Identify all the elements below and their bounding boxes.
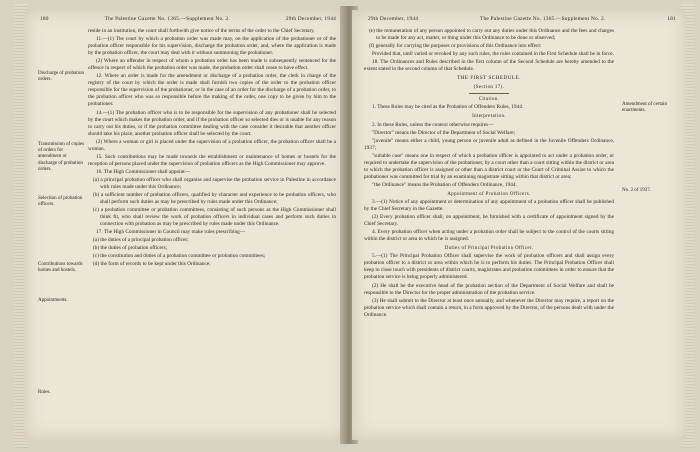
list-item: (c) a probation committee or probation committees, consisting of such persons as the High Commissioner shall think fit, who shall review the work of probation officers in individual cases and perform such duties in connection with probation as may be prescribed by rules made under this Ordinance. (93, 207, 336, 228)
paragraph: (3) He shall submit to the Director at least once annually, and whenever the Director may require, a report on the probation service which shall contain a return, in a form approved by the Director, of the persons dealt with under the Ordinance. (364, 297, 614, 318)
section-heading: Interpretation. (472, 114, 506, 120)
paragraph: reside in an institution, the court shall forthwith give notice of the terms of the order to the Chief Secretary. (88, 28, 315, 34)
running-title: The Palestine Gazette No. 1365.—Supplement No. 2. (480, 16, 606, 22)
left-page (24, 10, 346, 440)
list-item: (f) generally for carrying the purposes or provisions of this Ordinance into effect: (369, 43, 542, 50)
right-page-body (364, 28, 614, 320)
section-heading: Duties of Principal Probation Officer. (444, 246, 534, 252)
margin-note: Discharge of probation orders. (38, 71, 85, 83)
paragraph: (2) He shall be the executive head of the probation section of the Department of Social Welfare and shall be responsible to the Director for the proper administration of the probation service. (364, 282, 614, 296)
margin-note: Selection of probation officers. (38, 196, 83, 208)
paragraph: Provided that, until varied or revoked by any such rules, the rules contained in the First Schedule shall be in force. (372, 51, 614, 58)
list-item: (a) the duties of a principal probation officer; (93, 237, 189, 244)
paragraph: 2. In these Rules, unless the context otherwise requires— (372, 121, 494, 128)
paragraph: 14.—(1) The probation officer who is to be responsible for the supervision of any probationer shall be selected by the court which makes the probation order, and if the probation officer so selected dies or is unable for any reason to carry out his duties, or if the probation committee dealing with the case consider it desirable that another officer should take his place, another probation officer shall be selected by the court. (88, 109, 336, 137)
page-number: 181 (667, 16, 676, 22)
paragraph: (2) Where a woman or girl is placed under the supervision of a probation officer, the probation officer shall be a woman. (88, 138, 336, 152)
paragraph: 12. Where an order is made for the amendment or discharge of a probation order, the clerk in charge of the registry of the court by which the order is made shall furnish two copies of the order to the probation officer responsible for the supervision of the probationer, or in the case of an order for the discharge of a probation order, to the probation officer who was so responsible before the making of the order, one copy to be given by him to the probationer. (88, 73, 336, 108)
paragraph: 15. Such contributions may be made towards the establishment or maintenance of homes or hostels for the reception of persons placed under the supervision of probation officers as the High Commissioner may approve. (88, 153, 336, 167)
right-page-header (368, 16, 676, 26)
header-date: 29th December, 1944 (368, 16, 419, 22)
list-item: (c) the constitution and duties of a probation committee or probation committees; (93, 253, 266, 260)
header-date: 29th December, 1944 (285, 16, 336, 22)
paragraph: (2) Where an offender in respect of whom a probation order has been made is subsequently sentenced for the offence in respect of which the probation order was made, the probation order shall cease to have effect. (88, 58, 336, 72)
right-page (352, 10, 686, 440)
left-page-header (40, 16, 336, 26)
paragraph: "juvenile" means either a child, young person or juvenile adult as defined in the Juvenile Offenders Ordinance, 1937; (364, 137, 614, 151)
list-item: (a) a principal probation officer who shall organise and supervise the probation service in Palestine in accordance with rules made under this Ordinance; (93, 176, 336, 190)
paragraph: 1. These Rules may be cited as the Probation of Offenders Rules, 1944. (372, 104, 524, 111)
list-item: (b) the duties of probation officers; (93, 245, 168, 252)
list-item: (d) the form of records to be kept under this Ordinance; (93, 261, 211, 268)
paragraph: 16. The High Commissioner shall appoint— (96, 168, 191, 175)
margin-note: Contributions towards homes and hostels. (38, 262, 83, 274)
schedule-title: THE FIRST SCHEDULE. (457, 75, 521, 82)
margin-note: Amendment of certain enactments. (622, 102, 667, 114)
section-heading: Appointment of Probation Officers. (447, 191, 531, 197)
list-item: (e) the remuneration of any person appointed to carry out any duties under this Ordinance and the fees and charges to be made for any act, matter, or thing under this Ordinance to be done or observed; (369, 28, 614, 42)
paragraph: "the Ordinance" means the Probation of Offenders Ordinance, 1944. (372, 181, 517, 188)
page-number: 180 (40, 16, 49, 22)
divider (469, 93, 509, 94)
margin-note: Rules. (38, 390, 51, 395)
running-title: The Palestine Gazette No. 1365.—Supplement No. 2. (104, 16, 230, 22)
paragraph: 11.—(1) The court by which a probation order was made may, on the application of the probationer or of the probation officer responsible for his supervision, discharge the probation order, and, where the application is made by the probation officer, the court may deal with it without summoning the probationer. (88, 36, 336, 57)
paragraph: "Director" means the Director of the Department of Social Welfare; (372, 129, 516, 136)
section-heading: Citation. (478, 97, 500, 103)
margin-note: No. 2 of 1937. (622, 188, 652, 193)
paragraph: 3.—(1) Notice of any appointment or determination of any appointment of a probation officer shall be published by the Chief Secretary in the Gazette. (364, 198, 614, 213)
paragraph: 17. The High Commissioner in Council may make rules prescribing— (96, 229, 246, 236)
schedule-section: (Section 17). (473, 85, 505, 91)
paragraph: (2) Every probation officer shall, on appointment, be furnished with a certificate of appointment signed by the Chief Secretary. (364, 214, 614, 228)
left-page-body (88, 28, 336, 270)
paragraph: "suitable case" means one in respect of which a probation officer is appointed to act under a probation order, or required to undertake the supervision of the probationer, by a court other than a court sitting within the district or area to which the probation officer is assigned or other than a district court or the Court of Criminal Assize to which the probationer was committed for trial by an examining magistrate sitting within that district or area; (364, 152, 614, 180)
paragraph: 4. Every probation officer when acting under a probation order shall be subject to the control of the courts sitting within the district or area to which he is assigned. (364, 229, 614, 243)
paragraph: 18. The Ordinances and Rules described in the first column of the Second Schedule are hereby amended to the extent stated in the second column of that Schedule. (364, 59, 614, 73)
paragraph: 5.—(1) The Principal Probation Officer shall supervise the work of probation officers and shall assign every probation officer to a district or area within which he is to perform his duties. The Principal Probation Officer shall keep in close touch with presidents of district courts, magistrates and probation committees in order to ensure that the probation service is being properly administered. (364, 253, 614, 281)
margin-note: Appointments. (38, 298, 68, 303)
margin-note: Transmission of copies of orders for amendment or discharge of probation orders. (38, 142, 85, 172)
list-item: (b) a sufficient number of probation officers, qualified by character and experience to be probation officers, who shall perform such duties as may be prescribed by rules made under this Ordinance; (93, 192, 336, 206)
